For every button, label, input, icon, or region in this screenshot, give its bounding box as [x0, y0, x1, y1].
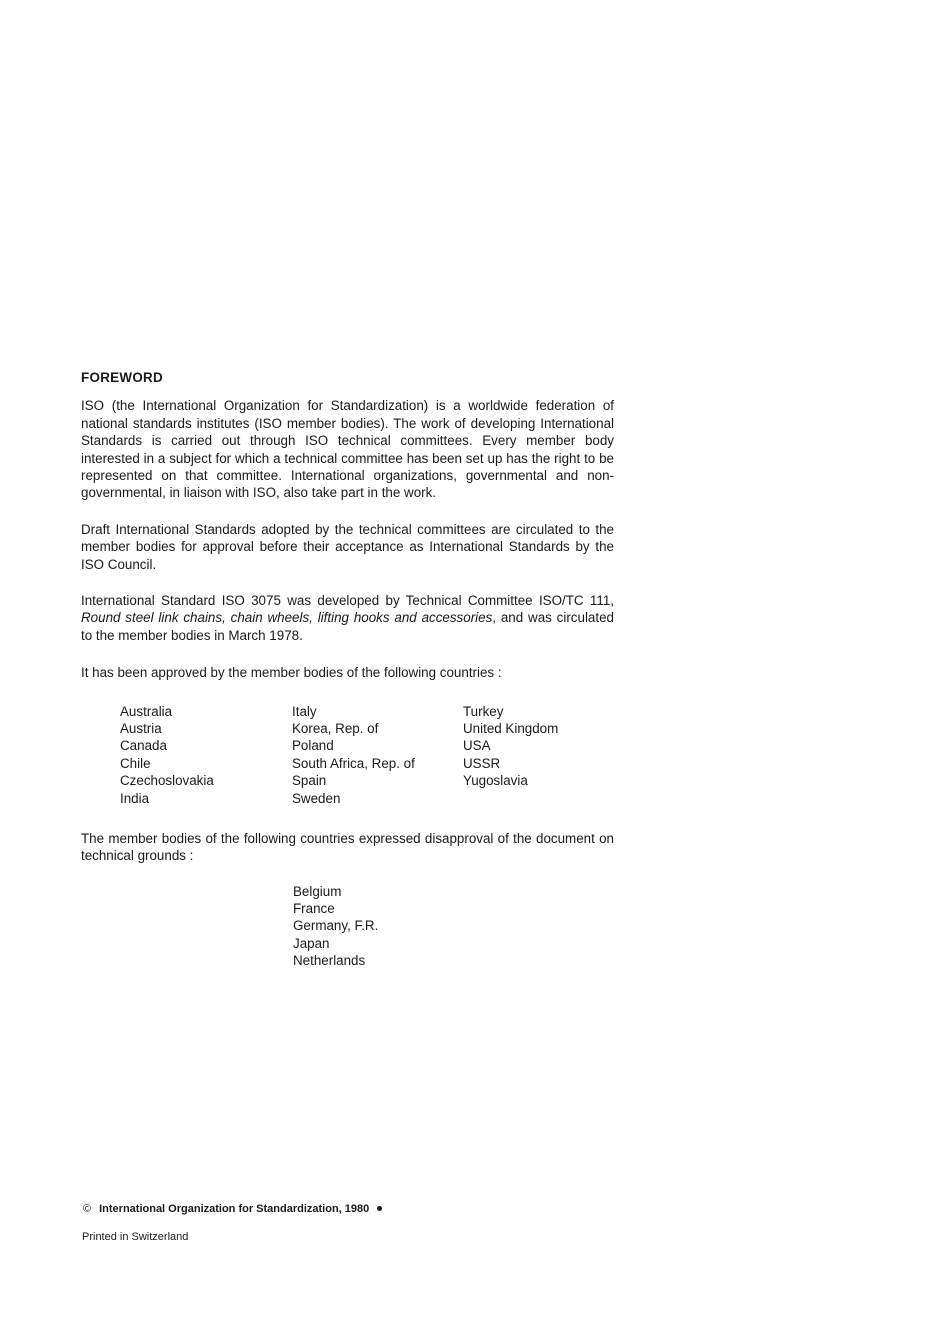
approving-countries-list: [81, 703, 614, 813]
country-name: Sweden: [292, 790, 341, 806]
country-name: Netherlands: [293, 953, 366, 969]
paragraph-iso-description: ISO (the International Organization for Standardization) is a worldwide federation of national standards institutes (ISO member bodies). The work of developing International Standards is carried out through ISO technical committees. Every member body interested in a subject for which a technical committee has been set up has the right to be represented on that committee. International organizations, governmental and non-governmental, in liaison with ISO, also take part in the work.: [81, 398, 614, 501]
country-name: France: [293, 900, 335, 916]
foreword-section: [81, 369, 614, 969]
country-name: Korea, Rep. of: [292, 721, 379, 737]
paragraph-lead-text: International Standard ISO 3075 was developed by Technical Committee ISO/TC 111,: [81, 593, 614, 609]
paragraph-disapproval-intro: The member bodies of the following countries expressed disapproval of the document on technical grounds :: [81, 830, 614, 864]
country-name: USSR: [463, 755, 501, 771]
country-name: Czechoslovakia: [120, 773, 214, 789]
foreword-heading: FOREWORD: [81, 370, 163, 385]
country-name: Austria: [120, 721, 162, 737]
country-name: Australia: [120, 703, 173, 719]
committee-title: Round steel link chains, chain wheels, lifting hooks and accessories: [81, 610, 493, 626]
disapproving-countries-list: [293, 883, 614, 970]
country-name: Belgium: [293, 883, 342, 899]
copyright-text: International Organization for Standardization, 1980: [99, 1203, 370, 1215]
printed-location: Printed in Switzerland: [82, 1231, 189, 1243]
country-column-3: [463, 703, 558, 790]
country-name: India: [120, 790, 150, 806]
country-name: USA: [463, 738, 491, 754]
paragraph-standard-development: [81, 592, 614, 644]
country-name: Chile: [120, 755, 151, 771]
country-column-2: [292, 703, 415, 807]
country-name: Japan: [293, 935, 330, 951]
country-name: South Africa, Rep. of: [292, 755, 415, 771]
copyright-notice: [83, 1203, 382, 1215]
country-name: Yugoslavia: [463, 773, 528, 789]
bullet-dot-icon: [377, 1206, 382, 1211]
country-name: Poland: [292, 738, 334, 754]
country-name: Spain: [292, 773, 327, 789]
country-name: Canada: [120, 738, 167, 754]
country-name: Italy: [292, 703, 317, 719]
paragraph-approval-intro: It has been approved by the member bodies of the following countries :: [81, 665, 502, 681]
country-name: United Kingdom: [463, 721, 559, 737]
country-column-1: [120, 703, 214, 807]
country-name: Turkey: [463, 703, 504, 719]
paragraph-tail-text: , and was circulated to the member bodies in March 1978.: [81, 610, 614, 643]
country-name: Germany, F.R.: [293, 918, 379, 934]
copyright-icon: ©: [83, 1203, 92, 1215]
paragraph-draft-standards: Draft International Standards adopted by the technical committees are circulated to the member bodies for approval before their acceptance as International Standards by the ISO Council.: [81, 521, 614, 572]
